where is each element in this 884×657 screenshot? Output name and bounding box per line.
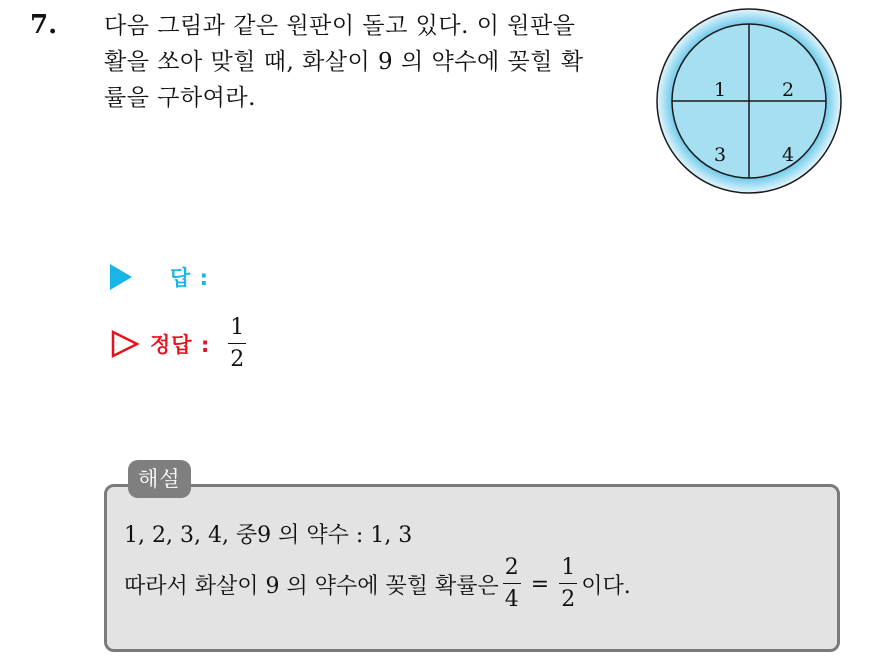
question-line-1: 다음 그림과 같은 원판이 돌고 있다. 이 원판을 [104, 13, 576, 39]
solution-line-2-suffix: 이다. [581, 573, 631, 599]
disc-section-4: 4 [781, 144, 795, 166]
answer-label: 답 : [170, 266, 209, 290]
correct-answer-numerator: 1 [230, 315, 245, 340]
spinning-disc-figure [654, 6, 844, 196]
solution-line-2-prefix: 따라서 화살이 9 의 약수에 꽂힐 확률은 [124, 573, 499, 599]
answer-arrow-icon [110, 264, 132, 290]
fraction-bar [503, 583, 521, 584]
solution-tag: 해설 [128, 460, 191, 498]
correct-arrow-outline-icon [110, 329, 140, 359]
solution-fraction-1 [503, 556, 521, 612]
correct-answer-denominator: 2 [230, 347, 245, 372]
solution-line-2 [124, 556, 631, 612]
correct-answer-row [110, 316, 250, 372]
fraction-bar [228, 343, 246, 344]
solution-line-1: 1, 2, 3, 4, 중9 의 약수 : 1, 3 [124, 523, 413, 548]
solution-fraction-2-numerator: 1 [561, 555, 576, 580]
fraction-bar [559, 583, 577, 584]
question-number: 7. [30, 10, 58, 40]
solution-fraction-1-denominator: 4 [504, 587, 519, 612]
question-line-3: 률을 구하여라. [104, 85, 256, 111]
correct-answer-label: 정답 : [150, 333, 211, 357]
question-line-2: 활을 쏘아 맞힐 때, 화살이 9 의 약수에 꽂힐 확 [104, 49, 584, 75]
disc-section-2: 2 [781, 79, 795, 101]
solution-fraction-2-denominator: 2 [561, 587, 576, 612]
question-text [104, 8, 634, 116]
correct-answer-fraction [228, 316, 246, 372]
solution-fraction-1-numerator: 2 [504, 555, 519, 580]
equals-sign: = [530, 571, 550, 597]
solution-fraction-2 [559, 556, 577, 612]
answer-row [110, 262, 209, 292]
disc-section-1: 1 [713, 79, 727, 101]
disc-section-3: 3 [713, 144, 727, 166]
